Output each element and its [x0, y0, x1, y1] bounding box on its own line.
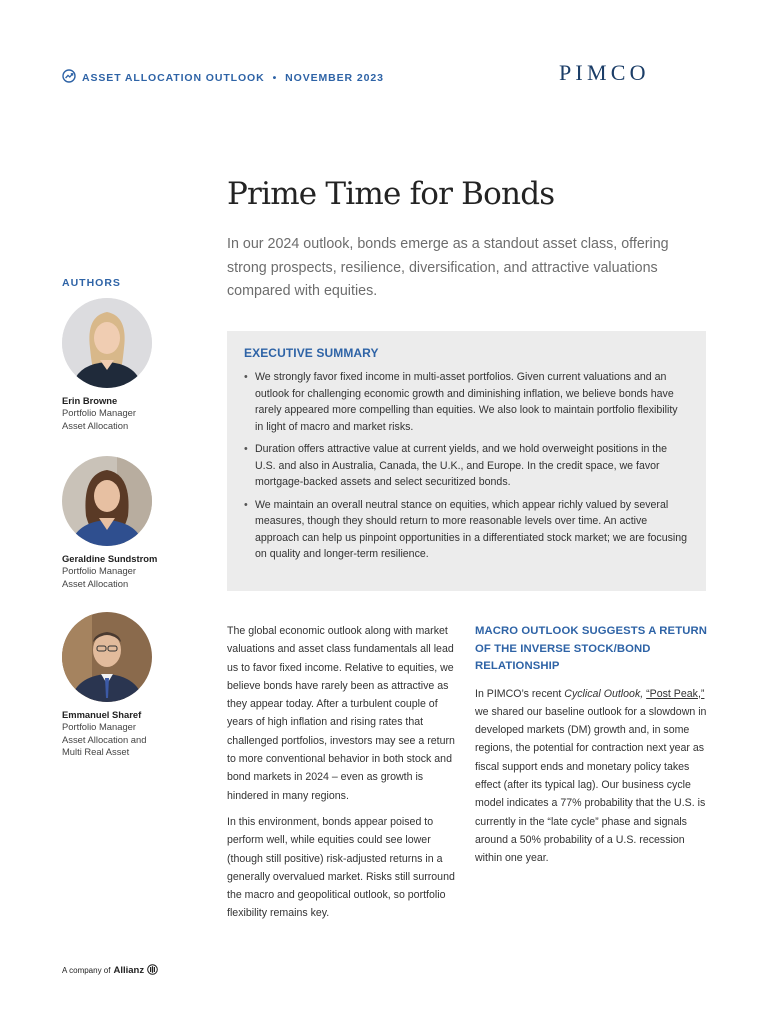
avatar — [62, 456, 152, 546]
executive-summary-box — [227, 331, 706, 591]
author-name: Emmanuel Sharef — [62, 709, 142, 720]
footer-prefix: A company of — [62, 966, 111, 975]
author-role: Asset Allocation — [62, 577, 129, 589]
macro-outlook-heading: MACRO OUTLOOK SUGGESTS A RETURN OF THE INVERSE STOCK/BOND RELATIONSHIP — [475, 625, 707, 672]
asset-allocation-icon — [62, 69, 76, 86]
page-subtitle: In our 2024 outlook, bonds emerge as a standout asset class, offering strong prospects, resilience, diversification, and attractive valuations compared with equities. — [227, 236, 669, 299]
avatar — [62, 298, 152, 388]
authors-heading: AUTHORS — [62, 277, 121, 289]
allianz-brand: Allianz — [113, 965, 145, 976]
executive-summary-heading: EXECUTIVE SUMMARY — [244, 346, 379, 360]
summary-bullet: • We maintain an overall neutral stance on equities, which appear richly valued by several measures, though they should return to more reasonable levels over time. An active approach can help us pinpoint opportunities in a differentiated stock market; we are focusing on quality and longer-term resilience. — [244, 497, 688, 563]
author-role: Multi Real Asset — [62, 746, 130, 757]
header-date: NOVEMBER 2023 — [285, 71, 384, 84]
body-left-column — [227, 622, 459, 923]
author-role: Asset Allocation — [62, 419, 129, 431]
page-title: Prime Time for Bonds — [227, 176, 555, 212]
author-card — [62, 298, 212, 432]
cyclical-outlook-title: Cyclical Outlook, — [564, 687, 644, 700]
body-paragraph: The global economic outlook along with market valuations and asset class fundamentals all lead us to favor fixed income. Relative to equities, we believe bonds have rarely been as attractive as they appear today. After a turbulent couple of years of high inflation and rising rates that challenged portfolios, investors may see a return to more conventional behavior in both stock and bond markets in 2024 – even as growth is hindered in many regions. — [227, 625, 455, 802]
body-right-column — [475, 623, 707, 867]
body-paragraph: In this environment, bonds appear poised to perform well, while equities could see lower (though still positive) risk-adjusted returns in a generally overvalued market. Risks still surround the macro and geopolitical outlook, so portfolio flexibility remains key. — [227, 815, 455, 920]
author-role: Portfolio Manager — [62, 721, 136, 732]
summary-bullet: • We strongly favor fixed income in multi-asset portfolios. Given current valuations and an outlook for challenging economic growth and diminishing inflation, we believe bonds have rarely appeared more compelling than equities. We also look to maintain portfolio flexibility in light of macro and market risks. — [244, 369, 688, 435]
executive-summary-list — [244, 369, 688, 563]
author-card — [62, 456, 212, 590]
header-section-label: ASSET ALLOCATION OUTLOOK — [82, 71, 265, 84]
paragraph-rest: we shared our baseline outlook for a slowdown in developed markets (DM) growth and, in some regions, the potential for contraction next year as fiscal support ends and monetary policy takes effect (after its typical lag). Our business cycle model indicates a 77% probability that the U.S. is currently in the “late cycle” phase and signals around a 50% probability of a U.S. recession within one year. — [475, 705, 707, 865]
author-name: Geraldine Sundstrom — [62, 553, 158, 564]
header-section-tag — [62, 69, 384, 86]
allianz-logo-icon — [147, 964, 158, 977]
author-role: Asset Allocation and — [62, 733, 147, 745]
author-role: Portfolio Manager — [62, 407, 136, 418]
avatar — [62, 612, 152, 702]
paragraph-intro: In PIMCO’s recent — [475, 687, 565, 700]
body-paragraph — [475, 685, 707, 868]
footer-brand — [62, 964, 158, 977]
post-peak-link[interactable]: “Post Peak,” — [646, 687, 705, 700]
author-name: Erin Browne — [62, 395, 118, 406]
summary-bullet: • Duration offers attractive value at current yields, and we hold overweight positions in the U.S. and also in Australia, Canada, the U.K., and Europe. In the credit space, we favor mortgage-backed assets and select securitized bonds. — [244, 441, 688, 491]
pimco-logo: PIMCO — [559, 60, 650, 85]
author-role: Portfolio Manager — [62, 565, 136, 576]
author-card — [62, 612, 212, 759]
header-separator: • — [272, 71, 278, 84]
